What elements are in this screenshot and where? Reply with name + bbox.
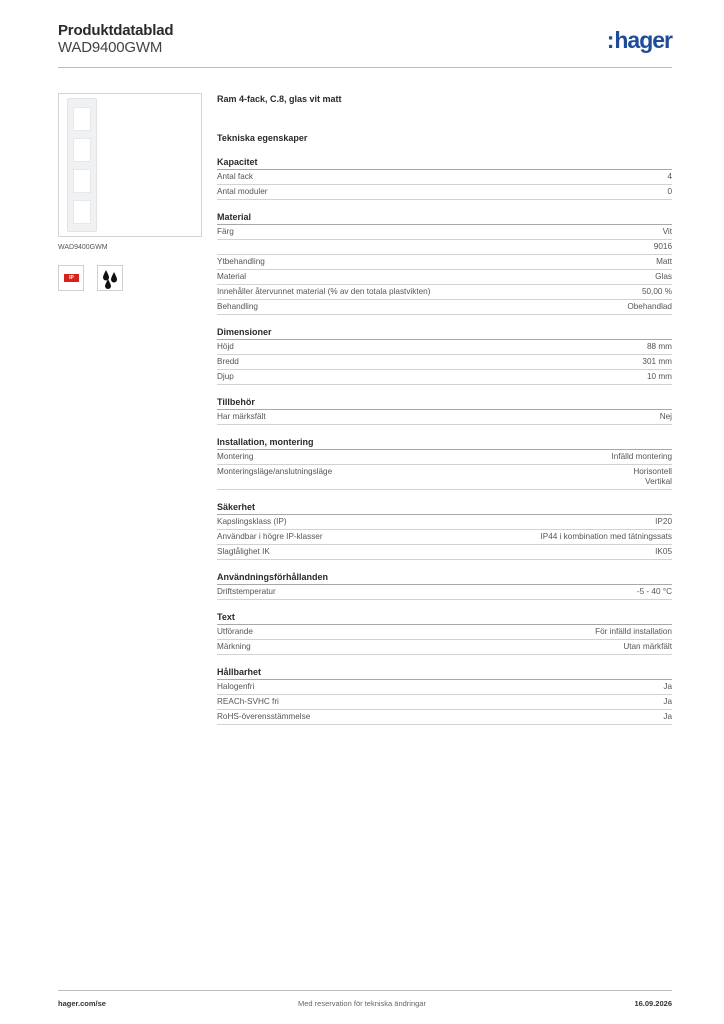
product-code: WAD9400GWM bbox=[58, 39, 163, 56]
tech-properties-title: Tekniska egenskaper bbox=[217, 133, 308, 143]
product-image-label: WAD9400GWM bbox=[58, 244, 108, 251]
spec-row bbox=[217, 465, 672, 490]
spec-row bbox=[217, 640, 672, 655]
spec-section bbox=[217, 212, 672, 315]
spec-section bbox=[217, 502, 672, 560]
spec-value: För infälld installation bbox=[595, 627, 672, 636]
spec-label: Ytbehandling bbox=[217, 257, 265, 266]
frame-drawing bbox=[67, 98, 97, 232]
spec-section bbox=[217, 572, 672, 600]
spec-value: 0 bbox=[667, 187, 672, 196]
spec-value: IK05 bbox=[655, 547, 672, 556]
spec-value: 301 mm bbox=[642, 357, 672, 366]
document-title: Produktdatablad bbox=[58, 22, 174, 39]
spec-row bbox=[217, 300, 672, 315]
spec-label: Höjd bbox=[217, 342, 234, 351]
spec-label: RoHS-överensstämmelse bbox=[217, 712, 311, 721]
frame-slot bbox=[73, 169, 91, 193]
frame-slot bbox=[73, 138, 91, 162]
footer-divider bbox=[58, 990, 672, 991]
spec-label: Innehåller återvunnet material (% av den totala plastvikten) bbox=[217, 287, 431, 296]
spec-value: IP44 i kombination med tätningssats bbox=[540, 532, 672, 541]
spec-label: Utförande bbox=[217, 627, 253, 636]
spec-value: 50,00 % bbox=[641, 287, 672, 296]
spec-value: 10 mm bbox=[646, 372, 672, 381]
spec-label: REACh-SVHC fri bbox=[217, 697, 279, 706]
section-title: Användningsförhållanden bbox=[217, 572, 672, 585]
technical-data bbox=[217, 94, 672, 737]
spec-label: Har märksfält bbox=[217, 412, 266, 421]
spec-value: 88 mm bbox=[646, 342, 672, 351]
header-divider bbox=[58, 67, 672, 68]
spec-value: Vit bbox=[662, 227, 672, 236]
spec-value: 9016 bbox=[653, 242, 672, 251]
spec-label: Monteringsläge/anslutningsläge bbox=[217, 467, 333, 476]
ip-rating-icon bbox=[58, 265, 84, 291]
spec-label: Halogenfri bbox=[217, 682, 255, 691]
spec-section bbox=[217, 327, 672, 385]
section-title: Installation, montering bbox=[217, 437, 672, 450]
spec-label: Montering bbox=[217, 452, 254, 461]
product-image bbox=[58, 93, 202, 237]
spec-row bbox=[217, 355, 672, 370]
spec-value: IP20 bbox=[655, 517, 672, 526]
spec-row bbox=[217, 695, 672, 710]
footer-disclaimer: Med reservation för tekniska ändringar bbox=[298, 999, 426, 1008]
ip-icon-text: IP bbox=[69, 275, 74, 281]
spec-value: Utan märkfält bbox=[623, 642, 672, 651]
spec-label: Djup bbox=[217, 372, 234, 381]
spec-row bbox=[217, 625, 672, 640]
spec-row bbox=[217, 515, 672, 530]
spec-label: Behandling bbox=[217, 302, 258, 311]
spec-section bbox=[217, 667, 672, 725]
section-title: Tillbehör bbox=[217, 397, 672, 410]
spec-value: Glas bbox=[655, 272, 672, 281]
logo-text: hager bbox=[614, 27, 672, 53]
section-title: Hållbarhet bbox=[217, 667, 672, 680]
section-title: Säkerhet bbox=[217, 502, 672, 515]
frame-slot bbox=[73, 107, 91, 131]
spec-value: Ja bbox=[663, 697, 672, 706]
spec-row bbox=[217, 185, 672, 200]
spec-value: 4 bbox=[667, 172, 672, 181]
spec-label: Användbar i högre IP-klasser bbox=[217, 532, 323, 541]
spec-section bbox=[217, 612, 672, 655]
spec-label: Antal fack bbox=[217, 172, 253, 181]
frame-slot bbox=[73, 200, 91, 224]
spec-row bbox=[217, 370, 672, 385]
footer-website[interactable]: hager.com/se bbox=[58, 999, 106, 1008]
spec-row bbox=[217, 530, 672, 545]
spec-label: Kapslingsklass (IP) bbox=[217, 517, 287, 526]
spec-label: Märkning bbox=[217, 642, 251, 651]
spec-row bbox=[217, 710, 672, 725]
section-title: Dimensioner bbox=[217, 327, 672, 340]
footer-date: 16.09.2026 bbox=[634, 999, 672, 1008]
product-name: Ram 4-fack, C.8, glas vit matt bbox=[217, 94, 342, 104]
spec-row bbox=[217, 225, 672, 240]
spec-row bbox=[217, 340, 672, 355]
spec-row bbox=[217, 285, 672, 300]
spec-sections bbox=[217, 157, 672, 725]
spec-row bbox=[217, 545, 672, 560]
spec-row bbox=[217, 450, 672, 465]
spec-value: Nej bbox=[659, 412, 672, 421]
spec-value: -5 - 40 °C bbox=[636, 587, 672, 596]
spec-section bbox=[217, 437, 672, 490]
water-drops-icon bbox=[97, 265, 123, 291]
spec-label: Driftstemperatur bbox=[217, 587, 276, 596]
spec-row bbox=[217, 410, 672, 425]
section-title: Text bbox=[217, 612, 672, 625]
spec-label: Bredd bbox=[217, 357, 239, 366]
section-title: Kapacitet bbox=[217, 157, 672, 170]
section-title: Material bbox=[217, 212, 672, 225]
spec-label: Antal moduler bbox=[217, 187, 268, 196]
spec-label: Material bbox=[217, 272, 247, 281]
spec-value: Horisontell Vertikal bbox=[633, 467, 672, 486]
spec-section bbox=[217, 157, 672, 200]
page-header bbox=[58, 20, 672, 70]
spec-label: Färg bbox=[217, 227, 234, 236]
spec-row bbox=[217, 270, 672, 285]
spec-value: Obehandlad bbox=[627, 302, 672, 311]
spec-row bbox=[217, 585, 672, 600]
spec-row bbox=[217, 170, 672, 185]
spec-label: Slagtålighet IK bbox=[217, 547, 270, 556]
spec-row bbox=[217, 680, 672, 695]
spec-row bbox=[217, 255, 672, 270]
spec-value: Ja bbox=[663, 712, 672, 721]
spec-value: Infälld montering bbox=[611, 452, 672, 461]
spec-value: Matt bbox=[656, 257, 672, 266]
spec-section bbox=[217, 397, 672, 425]
hager-logo: :hager bbox=[606, 27, 672, 53]
spec-value: Ja bbox=[663, 682, 672, 691]
spec-row bbox=[217, 240, 672, 255]
